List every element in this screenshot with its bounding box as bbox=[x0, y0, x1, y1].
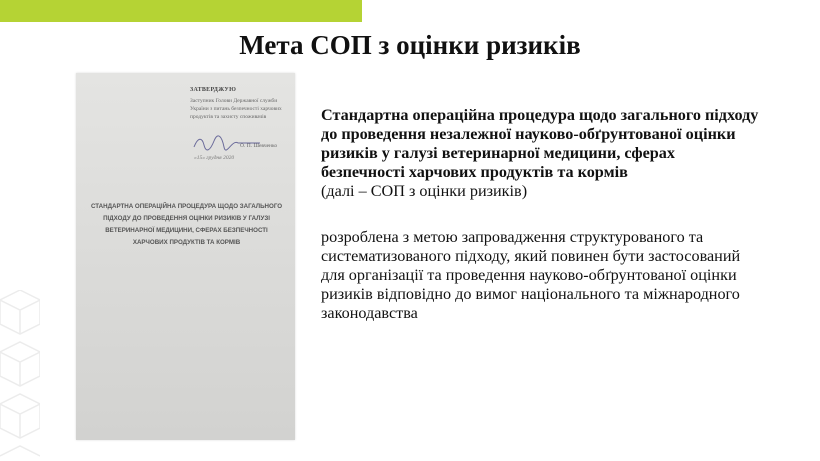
sop-abbreviation: (далі – СОП з оцінки ризиків) bbox=[321, 182, 528, 200]
sign-date: «15» грудня 2020 bbox=[194, 155, 235, 161]
sop-purpose: розроблена з метою запровадження структурованого та систематизованого підходу, який повинен бути застосований для організації та проведення науково-обґрунтованої оцінки ризиків відповідно до вимог національного та міжнародного законодавства bbox=[321, 228, 741, 322]
signer-name: О. П. Шевченко bbox=[240, 143, 278, 149]
sop-title: Стандартна операційна процедура щодо загального підходу до проведення незалежної науково-обґрунтованої оцінки ризиків у галузі ветеринарної медицини, сферах безпечності харчових продуктів та кормів bbox=[321, 106, 759, 181]
approve-text: Заступник Голови Державної служби України з питань безпечності харчових продуктів та захисту споживачів bbox=[190, 98, 282, 120]
slide-title: Мета СОП з оцінки ризиків bbox=[239, 30, 581, 60]
document-photo bbox=[76, 73, 295, 440]
accent-bar bbox=[0, 0, 362, 22]
document-title: СТАНДАРТНА ОПЕРАЦІЙНА ПРОЦЕДУРА ЩОДО ЗАГАЛЬНОГО ПІДХОДУ ДО ПРОВЕДЕННЯ ОЦІНКИ РИЗИКІВ У ГАЛУЗІ ВЕТЕРИНАРНОЇ МЕДИЦИНИ, СФЕРАХ БЕЗПЕЧНОСТІ ХАРЧОВИХ ПРОДУКТІВ ТА КОРМІВ bbox=[90, 203, 283, 246]
decorative-cubes-icon bbox=[0, 290, 40, 461]
content-block bbox=[321, 106, 761, 323]
approve-label: ЗАТВЕРДЖУЮ bbox=[190, 87, 237, 93]
